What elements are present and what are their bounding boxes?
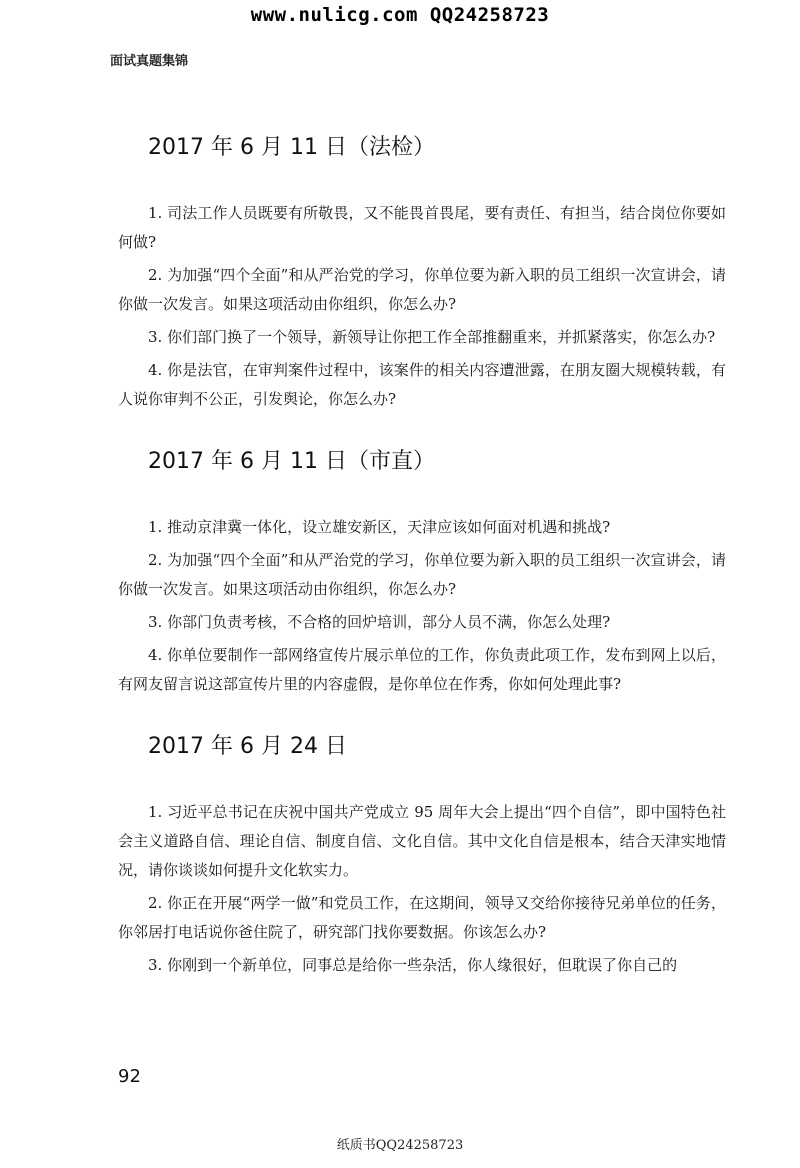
running-header: 面试真题集锦 — [110, 54, 189, 69]
question-item: 3. 你们部门换了一个领导，新领导让你把工作全部推翻重来，并抓紧落实，你怎么办? — [148, 328, 716, 346]
watermark-top: www.nulicg.com QQ24258723 — [250, 4, 550, 26]
question-item: 1. 习近平总书记在庆祝中国共产党成立 95 周年大会上提出“四个自信”，即中国特色社会主义道路自信、理论自信、制度自信、文化自信。其中文化自信是根本，结合天津实地情况，请你谈谈如何提升文化软实力。 — [118, 803, 726, 879]
section-0624 — [118, 729, 726, 980]
section-fajian — [118, 130, 726, 414]
question-item: 3. 你刚到一个新单位，同事总是给你一些杂活，你人缘很好，但耽误了你自己的 — [148, 956, 678, 974]
footer-watermark: 纸质书QQ24258723 — [336, 1138, 464, 1153]
question-item: 2. 为加强“四个全面”和从严治党的学习，你单位要为新入职的员工组织一次宣讲会，请你做一次发言。如果这项活动由你组织，你怎么办? — [118, 551, 726, 598]
question-item: 4. 你是法官，在审判案件过程中，该案件的相关内容遭泄露，在朋友圈大规模转载，有人说你审判不公正，引发舆论，你怎么办? — [118, 361, 726, 408]
section-title: 2017 年 6 月 11 日（法检） — [148, 135, 435, 160]
question-item: 1. 司法工作人员既要有所敬畏，又不能畏首畏尾，要有责任、有担当，结合岗位你要如何做? — [118, 204, 726, 251]
question-item: 4. 你单位要制作一部网络宣传片展示单位的工作，你负责此项工作，发布到网上以后，有网友留言说这部宣传片里的内容虚假，是你单位在作秀，你如何处理此事? — [118, 646, 726, 693]
page-number: 92 — [118, 1066, 141, 1087]
section-shizhi — [118, 444, 726, 699]
section-title: 2017 年 6 月 11 日（市直） — [148, 449, 435, 474]
question-item: 1. 推动京津冀一体化，设立雄安新区，天津应该如何面对机遇和挑战? — [148, 518, 611, 536]
page-content — [118, 130, 726, 1010]
question-item: 3. 你部门负责考核，不合格的回炉培训，部分人员不满，你怎么处理? — [148, 613, 611, 631]
question-item: 2. 你正在开展“两学一做”和党员工作，在这期间，领导又交给你接待兄弟单位的任务，你邻居打电话说你爸住院了，研究部门找你要数据。你该怎么办? — [118, 894, 726, 941]
question-item: 2. 为加强“四个全面”和从严治党的学习，你单位要为新入职的员工组织一次宣讲会，请你做一次发言。如果这项活动由你组织，你怎么办? — [118, 266, 726, 313]
section-title: 2017 年 6 月 24 日 — [148, 734, 347, 759]
